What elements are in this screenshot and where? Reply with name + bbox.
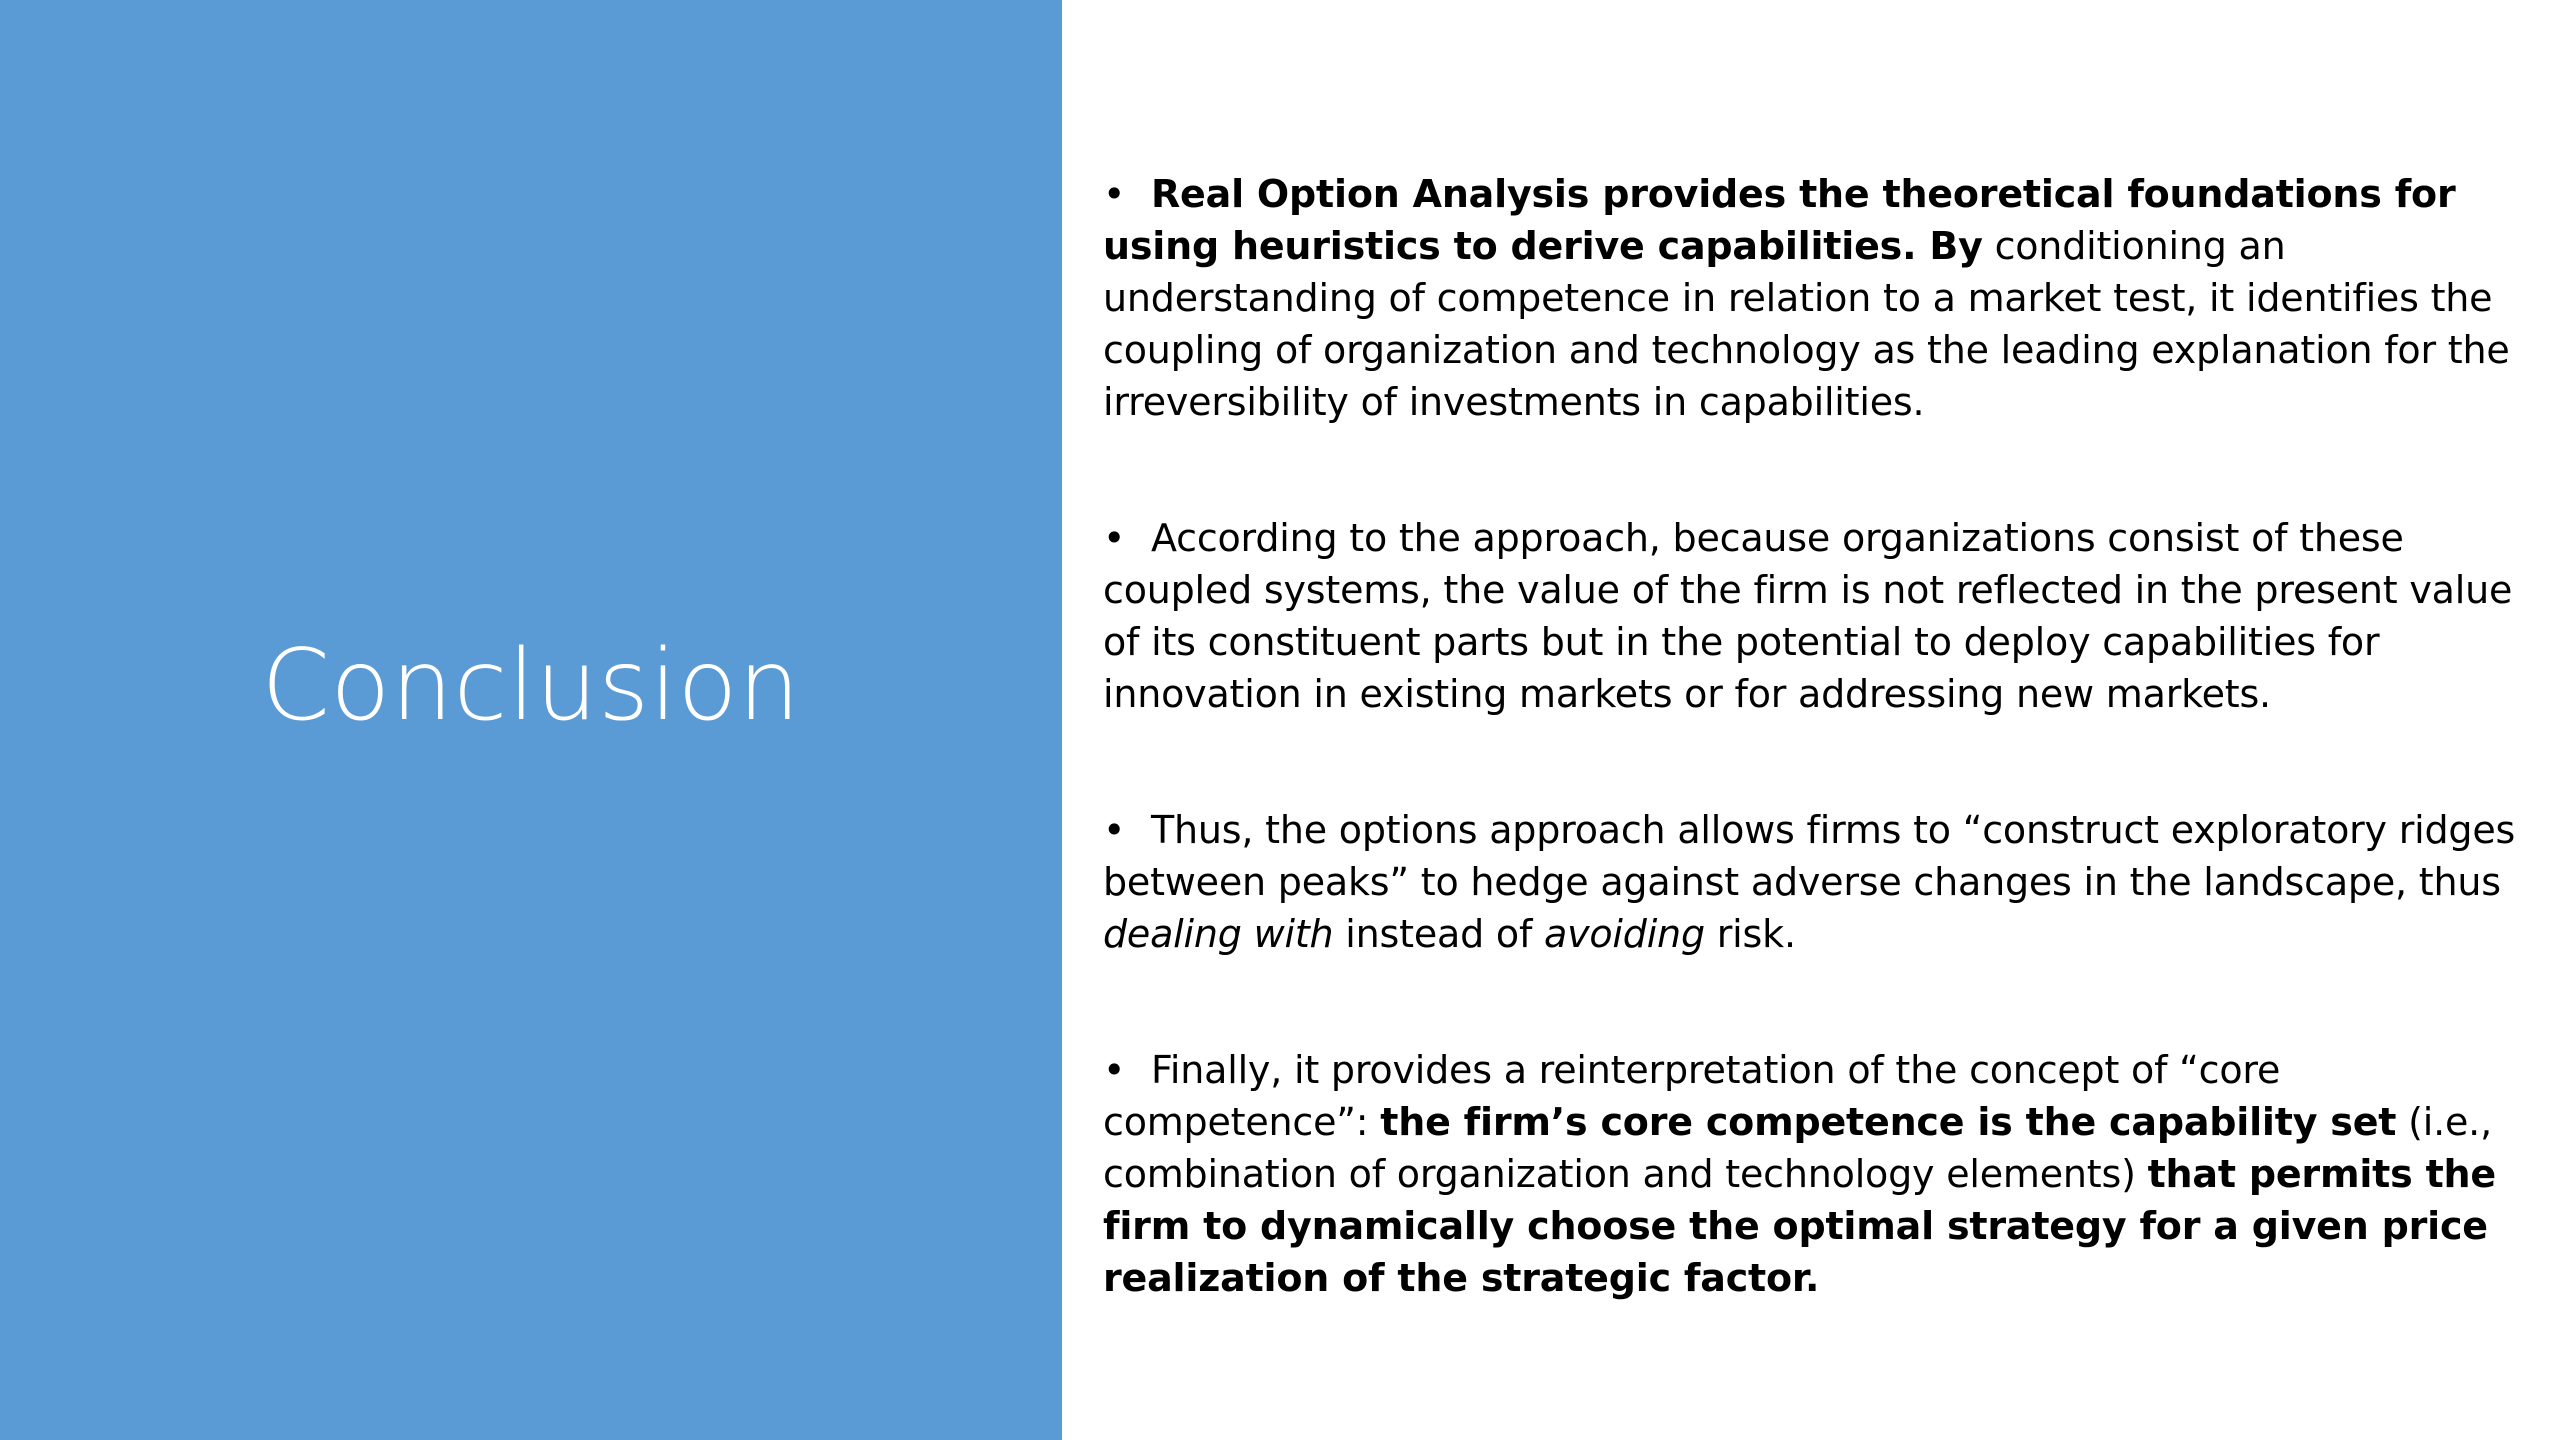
bullet-marker: • (1103, 516, 1126, 560)
bullet-text: Finally, it provides a reinterpretation of the concept of “core competence”: (1103, 1048, 2281, 1144)
bullet-marker: • (1103, 172, 1126, 216)
slide-title: Conclusion (261, 629, 801, 743)
bullet-item-3 (1103, 804, 2523, 960)
bullet-text: Thus, the options approach allows firms to “construct exploratory ridges between peaks” to hedge against adverse changes in the landscape, thus (1103, 808, 2516, 904)
bullet-marker: • (1103, 1048, 1126, 1092)
bullet-text: instead of (1333, 912, 1544, 956)
bullet-marker: • (1103, 808, 1126, 852)
bullet-italic-text: avoiding (1544, 912, 1705, 956)
bullet-bold-text: Real Option Analysis provides the theoretical foundations for using heuristics to derive capabilities. By (1103, 172, 2456, 268)
title-panel (0, 0, 1062, 1440)
bullet-item-2 (1103, 512, 2523, 720)
bullet-text: risk. (1704, 912, 1796, 956)
bullet-bold-text: that permits the firm to dynamically choose the optimal strategy for a given price realization of the strategic factor. (1103, 1152, 2496, 1300)
bullet-item-1 (1103, 168, 2523, 428)
bullet-text: conditioning an understanding of competence in relation to a market test, it identifies the coupling of organization and technology as the leading explanation for the irreversibility of investments in capabilities. (1103, 224, 2510, 424)
bullet-italic-text: dealing with (1103, 912, 1334, 956)
bullet-text: (i.e., combination of organization and technology elements) (1103, 1100, 2492, 1196)
bullet-list (1103, 168, 2523, 1304)
bullet-bold-text: the firm’s core competence is the capability set (1380, 1100, 2397, 1144)
bullet-item-4 (1103, 1044, 2523, 1304)
bullet-text: According to the approach, because organizations consist of these coupled systems, the value of the firm is not reflected in the present value of its constituent parts but in the potential to deploy capabilities for innovation in existing markets or for addressing new markets. (1103, 516, 2513, 716)
